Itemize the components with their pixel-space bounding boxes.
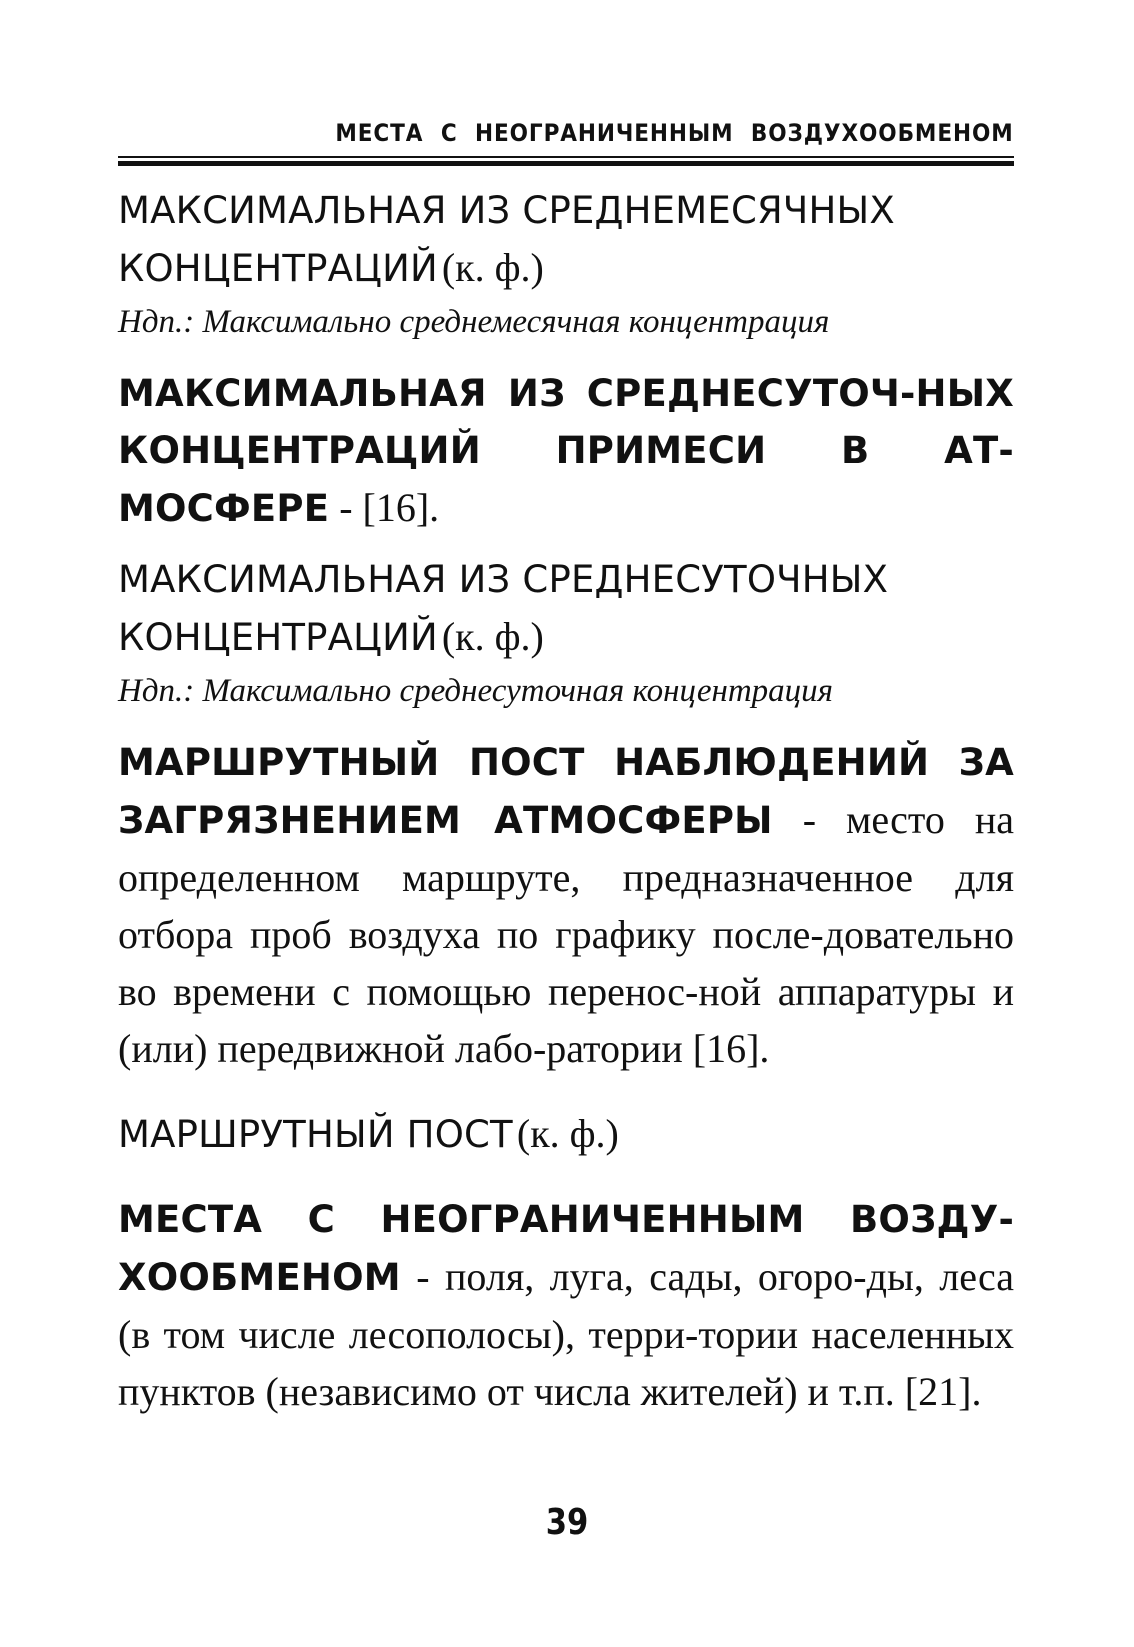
header-rule-thin [118,156,1014,158]
dictionary-entry [118,1105,1014,1163]
entry-short-form-label: (к. ф.) [441,614,544,659]
dictionary-entry [118,365,1014,537]
entry-term: МАРШРУТНЫЙ ПОСТ НАБЛЮДЕНИЙ ЗА ЗАГРЯЗНЕНИЕМ АТМОСФЕРЫ [118,741,1014,842]
entry-term: МЕСТА С НЕОГРАНИЧЕННЫМ ВОЗДУ-ХООБМЕНОМ [118,1198,1014,1299]
running-header [118,112,1014,172]
entry-definition: - [16]. [329,485,440,530]
dictionary-entries [118,182,1014,1420]
entry-term: МАКСИМАЛЬНАЯ ИЗ СРЕДНЕСУТОЧ-НЫХ КОНЦЕНТРАЦИЙ ПРИМЕСИ В АТ-МОСФЕРЕ [118,372,1014,530]
entry-definition: - поля, луга, сады, огоро-ды, леса (в том числе лесополосы), терри-тории населенных пунктов (независимо от числа жителей) и т.п. [21]. [118,1254,1014,1414]
entry-heading [118,182,1014,297]
entry-short-form-label: (к. ф.) [516,1111,619,1156]
entry-heading [118,551,1014,666]
dictionary-entry [118,551,1014,714]
entry-term: МАКСИМАЛЬНАЯ ИЗ СРЕДНЕСУТОЧНЫХ КОНЦЕНТРАЦИЙ [118,558,889,659]
dictionary-entry [118,734,1014,1077]
entry-term: МАРШРУТНЫЙ ПОСТ [118,1113,513,1156]
entry-term: МАКСИМАЛЬНАЯ ИЗ СРЕДНЕМЕСЯЧНЫХ КОНЦЕНТРАЦИЙ [118,189,895,290]
running-header-title: МЕСТА С НЕОГРАНИЧЕННЫМ ВОЗДУХООБМЕНОМ [335,119,1014,147]
entry-short-form-label: (к. ф.) [441,245,544,290]
header-rule-thick [118,161,1014,166]
entry-not-recommended-term: Ндп.: Максимально среднемесячная концентрация [118,304,830,340]
dictionary-entry [118,182,1014,345]
entry-not-recommended-term: Ндп.: Максимально среднесуточная концентрация [118,673,834,709]
entry-definition: - место на определенном маршруте, предназначенное для отбора проб воздуха по графику после-довательно во времени с помощью перенос-ной аппаратуры и (или) передвижной лабо-ратории [16]. [118,797,1014,1071]
dictionary-entry [118,1191,1014,1420]
page-number: 39 [545,1502,589,1543]
